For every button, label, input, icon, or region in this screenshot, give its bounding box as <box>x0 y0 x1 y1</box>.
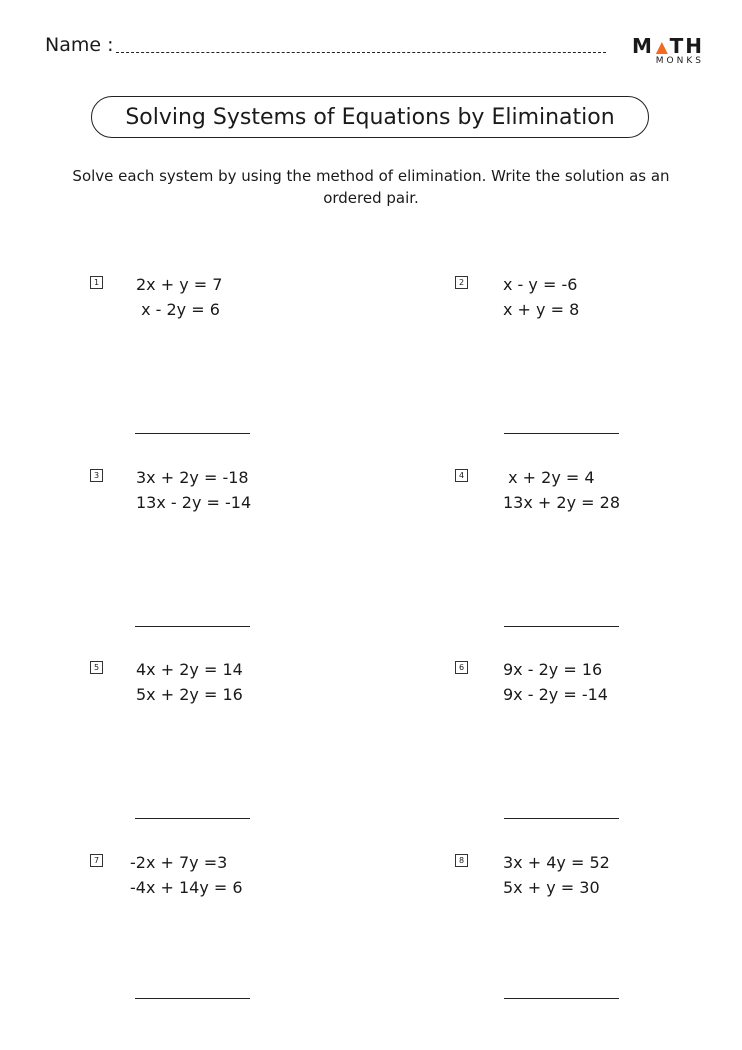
problem-number: 6 <box>455 661 468 674</box>
logo-letters-th: TH <box>669 34 704 58</box>
name-label: Name : <box>45 34 114 56</box>
logo-subtitle: MONKS <box>655 56 704 66</box>
equation: 13x + 2y = 28 <box>503 493 620 512</box>
equation: 3x + 2y = -18 <box>136 468 249 487</box>
equation: 5x + 2y = 16 <box>136 685 243 704</box>
instructions: Solve each system by using the method of elimination. Write the solution as an ordered pair. <box>72 167 670 207</box>
equations <box>136 657 243 707</box>
equations <box>503 465 620 515</box>
equation: 4x + 2y = 14 <box>136 660 243 679</box>
problem-number: 1 <box>90 276 103 289</box>
equations <box>503 272 579 322</box>
equation: x - y = -6 <box>503 275 578 294</box>
problem-number: 5 <box>90 661 103 674</box>
equation: 9x - 2y = -14 <box>503 685 608 704</box>
answer-line-2[interactable] <box>504 433 619 434</box>
equation: 5x + y = 30 <box>503 878 600 897</box>
problem-number: 4 <box>455 469 468 482</box>
equation: -2x + 7y =3 <box>130 853 228 872</box>
equations <box>136 465 251 515</box>
equation: x + y = 8 <box>503 300 580 319</box>
answer-line-3[interactable] <box>135 626 250 627</box>
equation: x + 2y = 4 <box>503 468 595 487</box>
equation: x - 2y = 6 <box>136 300 220 319</box>
equations <box>136 272 222 322</box>
equation: 13x - 2y = -14 <box>136 493 252 512</box>
answer-line-1[interactable] <box>135 433 250 434</box>
problem-number: 2 <box>455 276 468 289</box>
answer-line-7[interactable] <box>135 998 250 999</box>
equations <box>503 657 608 707</box>
problem-number: 7 <box>90 854 103 867</box>
equation: 9x - 2y = 16 <box>503 660 603 679</box>
name-input-line[interactable] <box>116 52 606 53</box>
worksheet-title: Solving Systems of Equations by Elimination <box>91 96 649 138</box>
answer-line-8[interactable] <box>504 998 619 999</box>
problem-number: 3 <box>90 469 103 482</box>
equations <box>130 850 243 900</box>
answer-line-5[interactable] <box>135 818 250 819</box>
equations <box>503 850 610 900</box>
equation: -4x + 14y = 6 <box>130 878 243 897</box>
triangle-a-icon <box>655 40 669 56</box>
answer-line-4[interactable] <box>504 626 619 627</box>
problem-number: 8 <box>455 854 468 867</box>
answer-line-6[interactable] <box>504 818 619 819</box>
equation: 2x + y = 7 <box>136 275 223 294</box>
equation: 3x + 4y = 52 <box>503 853 610 872</box>
math-monks-logo <box>632 34 704 66</box>
logo-letter-m: M <box>632 34 654 58</box>
